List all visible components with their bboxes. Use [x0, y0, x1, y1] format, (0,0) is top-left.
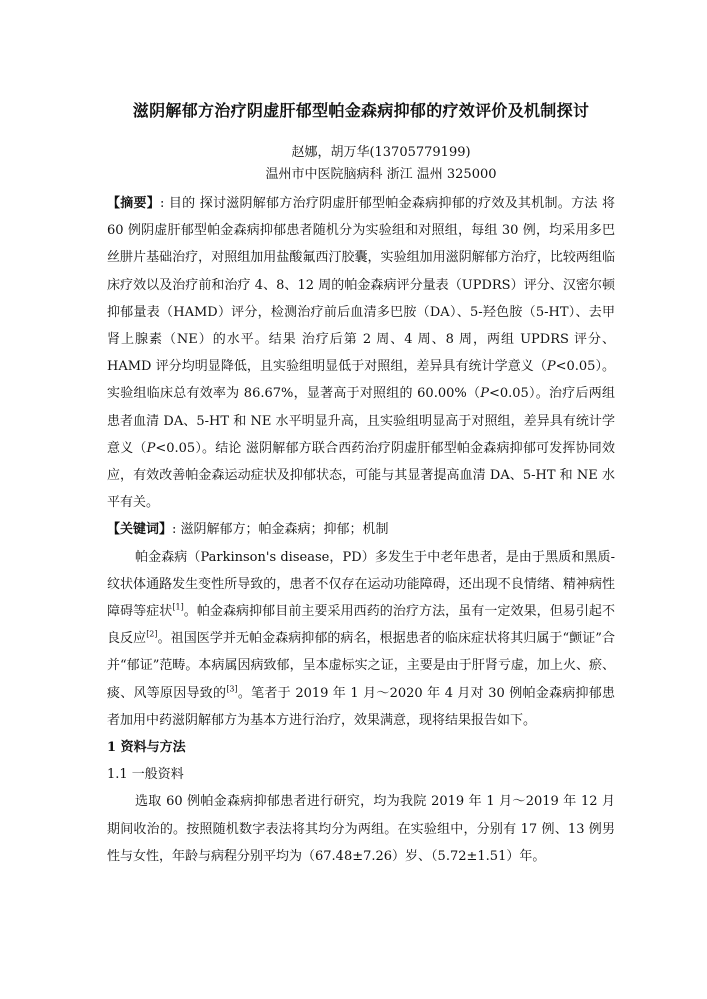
- abstract-text: <0.05）。结论 滋阴解郁方联合西药治疗阴虚肝郁型帕金森病抑郁可发挥协同效应，有效改善帕金森运动症状及抑郁状态，可能与其显著提高血清 DA、5-HT 和 NE 水平有关。: [107, 440, 615, 511]
- keywords-paragraph: [107, 516, 615, 543]
- affiliation-line: 温州市中医院脑病科 浙江 温州 325000: [265, 167, 497, 182]
- subsection-heading: 1.1 一般资料: [107, 767, 184, 783]
- citation-ref: [2]: [146, 629, 158, 639]
- section-heading: 1 资料与方法: [107, 740, 186, 756]
- keywords-label: 【关键词】: [107, 522, 173, 538]
- intro-text: 。帕金森病抑郁目前主要采用西药的治疗方法，虽有一定效果，但易引起不良反应: [107, 604, 615, 647]
- citation-ref: [1]: [172, 602, 184, 612]
- intro-text: 。笔者于 2019 年 1 月～2020 年 4 月对 30 例帕金森病抑郁患者加用中药滋阴解郁方为基本方进行治疗，效果满意，现将结果报告如下。: [107, 685, 615, 728]
- intro-text: 帕金森病（Parkinson's disease，PD）多发生于中老年患者，是由于黑质和黑质-纹状体通路发生变性所导致的，患者不仅存在运动功能障碍，还出现不良情绪、精神病性障碍等症状: [107, 549, 615, 620]
- abstract-text: : 目的 探讨滋阴解郁方治疗阴虚肝郁型帕金森病抑郁的疗效及其机制。方法 将 60 例阴虚肝郁型帕金森病抑郁患者随机分为实验组和对照组，每组 30 例，均采用多巴丝肼片基础治疗，对照组加用盐酸氟西汀胶囊，实验组加用滋阴解郁方治疗，比较两组临床疗效以及治疗前和治疗 4、8、12 周的帕金森病评分量表（UPDRS）评分、汉密尔顿抑郁量表（HAMD）评分，检测治疗前后血清多巴胺（DA）、5-羟色胺（5-HT）、去甲肾上腺素（NE）的水平。结果 治疗后第 2 周、4 周、8 周，两组 UPDRS 评分、HAMD 评分均明显降低，且实验组明显低于对照组，差异具有统计学意义（: [107, 196, 615, 375]
- abstract-text: <0.05）。实验组临床总有效率为 86.67%，显著高于对照组的 60.00%（: [107, 359, 615, 402]
- abstract-label: 【摘要】: [107, 196, 161, 211]
- author-line: 赵娜，胡万华(13705779199): [291, 145, 471, 160]
- paper-title: 滋阴解郁方治疗阴虚肝郁型帕金森病抑郁的疗效评价及机制探讨: [132, 101, 590, 120]
- intro-text: 。祖国医学并无帕金森病抑郁的病名，根据患者的临床症状将其归属于“颤证”合并“郁证”范畴。本病属因病致郁，呈本虚标实之证，主要是由于肝肾亏虚，加上火、瘀、痰、风等原因导致的: [107, 631, 615, 701]
- intro-paragraph: [107, 544, 615, 734]
- abstract-text: <0.05）。治疗后两组患者血清 DA、5-HT 和 NE 水平明显升高，且实验组明显高于对照组，差异具有统计学意义（: [107, 386, 616, 456]
- p-value-symbol: P: [146, 440, 156, 456]
- keywords-text: : 滋阴解郁方；帕金森病；抑郁；机制: [172, 522, 389, 538]
- p-value-symbol: P: [480, 386, 489, 402]
- body-paragraph: 选取 60 例帕金森病抑郁患者进行研究，均为我院 2019 年 1 月～2019 年 12 月期间收治的。按照随机数字表法将其均分为两组。在实验组中，分别有 17 例、13 例男性与女性，年龄与病程分别平均为（67.48±7.26）岁、（5.72±1.51）年。: [107, 794, 615, 864]
- p-value-symbol: P: [546, 359, 556, 375]
- citation-ref: [3]: [226, 684, 238, 694]
- abstract-paragraph: [107, 190, 615, 516]
